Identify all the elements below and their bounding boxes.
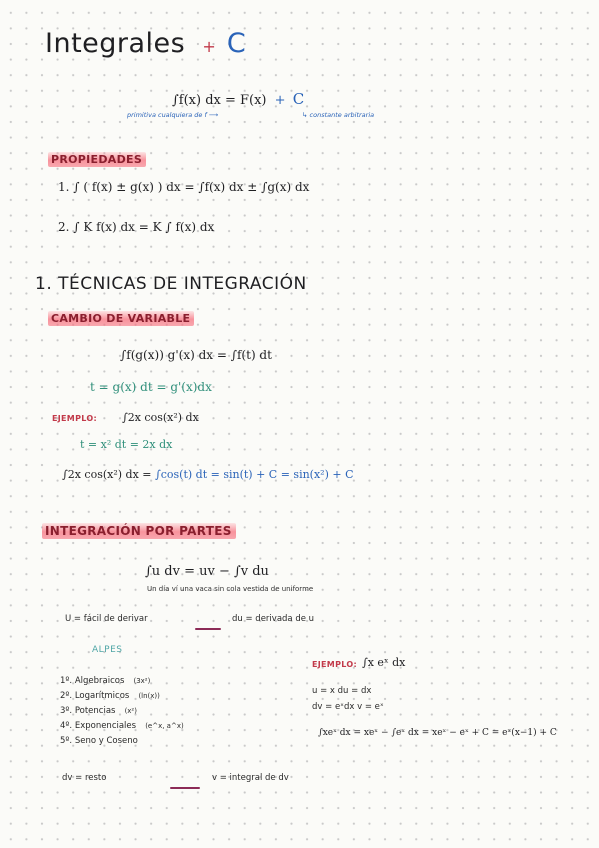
intro-formula-main: ∫f(x) dx = F(x): [172, 93, 267, 108]
property-2: 2. ∫ K f(x) dx = K ∫ f(x) dx: [58, 220, 215, 234]
intro-note-primitive-text: primitiva cualquiera de f: [127, 111, 207, 119]
partes-u-definition: U = fácil de derivar: [65, 614, 148, 624]
propiedades-heading-text: PROPIEDADES: [48, 152, 146, 167]
intro-formula-plus: +: [274, 93, 286, 108]
alpes-item-4: [60, 713, 184, 731]
partes-example-u: u = x du = dx: [312, 686, 372, 696]
partes-example-label: EJEMPLO:: [312, 660, 357, 669]
partes-example-formula: ∫x eˣ dx: [362, 656, 406, 669]
title-plus: +: [202, 37, 216, 56]
alpes-item-hint: (e^x, a^x): [145, 722, 184, 730]
partes-dv-definition: dv = resto: [62, 773, 107, 783]
page-title: Integrales: [45, 28, 186, 59]
page-title-block: [45, 28, 246, 59]
alpes-item-2: [60, 683, 184, 701]
property-1: 1. ∫ ( f(x) ± g(x) ) dx = ∫f(x) dx ± ∫g(x) dx: [58, 180, 310, 194]
cambio-example-result-right: ∫cos(t) dt = sin(t) + C = sin(x²) + C: [155, 468, 354, 481]
alpes-item-5: [60, 728, 184, 746]
cambio-example-result-left: ∫2x cos(x²) dx =: [62, 468, 156, 481]
alpes-item-hint: (ln(x)): [138, 692, 160, 700]
partes-formula: ∫u dv = uv − ∫v du: [145, 564, 269, 579]
partes-example-dv: dv = eˣdx v = eˣ: [312, 702, 384, 712]
return-arrow-icon: ↳: [302, 111, 308, 119]
partes-v-definition: v = integral de dv: [212, 773, 289, 783]
arrow-icon: ⟶: [208, 111, 219, 119]
alpes-item-text: 5º. Seno y Coseno: [60, 736, 138, 746]
alpes-list: [60, 668, 184, 746]
alpes-item-3: [60, 698, 184, 716]
cambio-example-formula: ∫2x cos(x²) dx: [122, 411, 199, 424]
alpes-item-1: [60, 668, 184, 686]
partes-heading-text: INTEGRACIÓN POR PARTES: [42, 523, 236, 539]
alpes-title: ALPES: [92, 645, 123, 655]
cambio-heading: [48, 307, 194, 326]
title-constant: C: [226, 28, 246, 59]
cambio-example-result: [62, 468, 354, 481]
section-1-title: 1. TÉCNICAS DE INTEGRACIÓN: [35, 274, 307, 294]
partes-mnemonic: Un día ví una vaca sin cola vestida de uniforme: [147, 585, 314, 593]
cambio-substitution: t = g(x) dt = g'(x)dx: [90, 380, 212, 394]
intro-note-constant-text: constante arbitraria: [309, 111, 375, 119]
long-arrow-icon: [195, 618, 221, 637]
cambio-example-substitution: t = x² dt = 2x dx: [80, 438, 173, 451]
propiedades-heading: [48, 148, 146, 167]
long-arrow-icon-2: [170, 777, 200, 796]
partes-example-result: ∫xeˣ dx = xeˣ − ∫eˣ dx = xeˣ − eˣ + C = eˣ(x−1) + C: [318, 728, 557, 738]
intro-note-primitive: [127, 111, 218, 119]
intro-note-constant: [302, 111, 374, 119]
alpes-item-text: 1º. Algebraicos: [60, 676, 125, 686]
cambio-heading-text: CAMBIO DE VARIABLE: [48, 311, 194, 326]
partes-heading: [42, 520, 236, 539]
alpes-item-text: 2º. Logarítmicos: [60, 691, 130, 701]
intro-formula: [172, 90, 304, 108]
cambio-formula: ∫f(g(x)) g'(x) dx = ∫f(t) dt: [120, 348, 272, 362]
alpes-item-text: 3º. Potencias: [60, 706, 116, 716]
alpes-item-hint: (x²): [124, 707, 137, 715]
cambio-example-label: EJEMPLO:: [52, 414, 97, 423]
partes-du-definition: du = derivada de u: [232, 614, 315, 624]
alpes-item-text: 4º. Exponenciales: [60, 721, 137, 731]
intro-formula-c: C: [292, 90, 305, 108]
alpes-item-hint: (3x²): [133, 677, 151, 685]
